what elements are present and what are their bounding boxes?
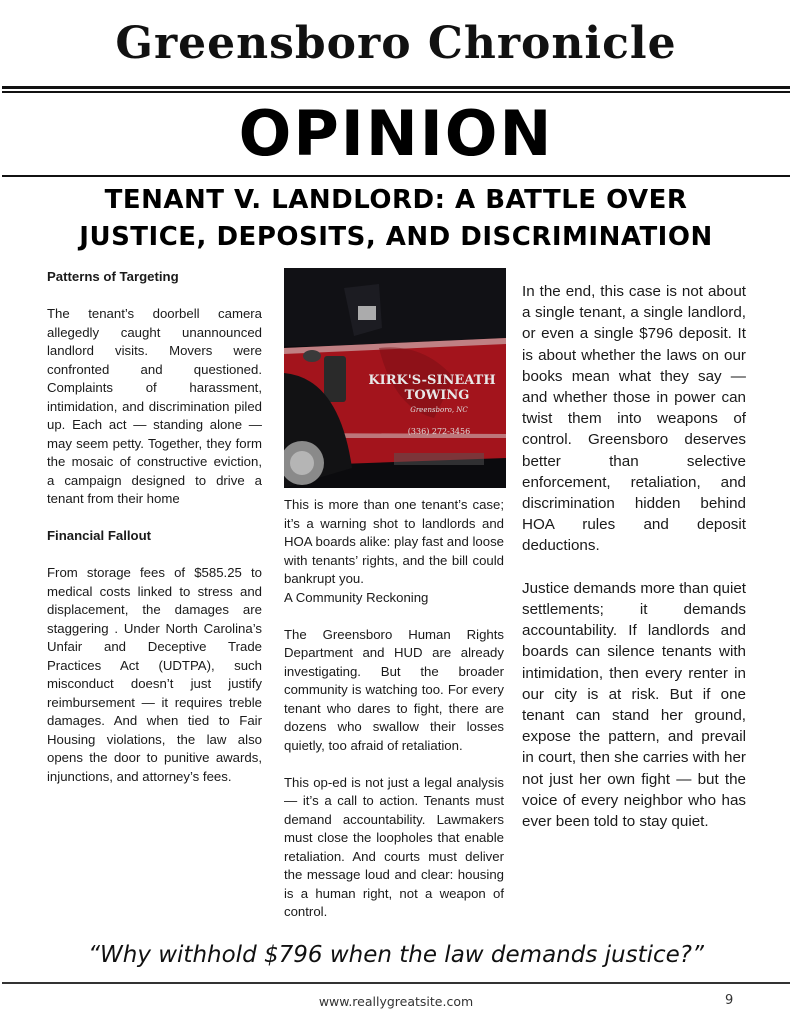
- footer-url[interactable]: www.reallygreatsite.com: [318, 994, 474, 1009]
- paragraph-justice: Justice demands more than quiet settlements; it demands accountability. If landlords and boards can silence tenants with intimidation, then every renter in our city is at risk. But if one tenant can stand her ground, expose the pattern, and prevail in court, then she carries with her not just her own fight — but the voice of every neighbor who has ever been told to stay quiet.: [522, 579, 746, 831]
- paragraph-patterns: The tenant’s doorbell camera allegedly caught unannounced landlord visits. Movers were confronted and questioned. Complaints of harassment, intimidation, and discrimination piled up. Each act — standing alone — may seem petty. Together, they form the mosaic of constructive eviction, a campaign designed to drive a tenant from their home: [47, 306, 262, 506]
- masthead-title: Greensboro Chronicle: [115, 18, 677, 69]
- truck-company-type: TOWING: [404, 388, 470, 403]
- subheading-financial: Financial Fallout: [47, 528, 152, 543]
- column-2: [284, 496, 504, 922]
- subheading-patterns: Patterns of Targeting: [47, 269, 179, 284]
- column-3: [522, 281, 746, 832]
- footer-rule: [2, 982, 790, 984]
- page-number: 9: [725, 993, 734, 1008]
- truck-company-name: KIRK'S-SINEATH: [368, 373, 496, 388]
- tow-truck-image: [284, 268, 506, 488]
- masthead-rule-top: [2, 86, 790, 89]
- paragraph-financial: From storage fees of $585.25 to medical costs linked to stress and displacement, the damages are staggering . Under North Carolina’s Unfair and Deceptive Trade Practices Act (UDTPA), such misconduct doesn’t just justify reimbursement — it requires treble damages. And when tied to Fair Housing violations, the law also opens the door to punitive awards, injunctions, and attorney’s fees.: [47, 565, 262, 784]
- paragraph-warning: This is more than one tenant’s case; it’s a warning shot to landlords and HOA boards alike: play fast and loose with tenants’ rights, and the bill could bankrupt you.: [284, 497, 504, 586]
- subheading-community: A Community Reckoning: [284, 589, 429, 605]
- paragraph-conclusion: In the end, this case is not about a single tenant, a single landlord, or even a single $796 deposit. It is about whether the laws on our books mean what they say — and whether those in power can twist them into weapons of control. Greensboro deserves better than selective enforcement, retaliation, and discrimination hidden behind HOA rules and deposit deductions.: [522, 283, 746, 555]
- tow-truck-photo: [284, 268, 506, 488]
- truck-company-location: Greensboro, NC: [410, 406, 468, 414]
- truck-phone-number: (336) 272-3456: [407, 427, 471, 436]
- section-label: OPINION: [238, 97, 554, 170]
- paragraph-community: The Greensboro Human Rights Department and HUD are already investigating. But the broader community is watching too. For every tenant who dares to fight, there are dozens who swallow their losses quietly, too afraid of retaliation.: [284, 626, 504, 753]
- pull-quote: “Why withhold $796 when the law demands justice?”: [88, 942, 704, 968]
- article-headline: TENANT V. LANDLORD: A BATTLE OVER JUSTICE, DEPOSITS, AND DISCRIMINATION: [79, 185, 713, 252]
- section-rule: [2, 175, 790, 177]
- paragraph-call-to-action: This op-ed is not just a legal analysis — it’s a call to action. Tenants must demand accountability. Lawmakers must close the loopholes that enable retaliation. And courts must deliver the message loud and clear: housing is a human right, not a weapon of control.: [284, 774, 504, 919]
- masthead-rule-bottom: [2, 91, 790, 93]
- column-1: [47, 268, 262, 786]
